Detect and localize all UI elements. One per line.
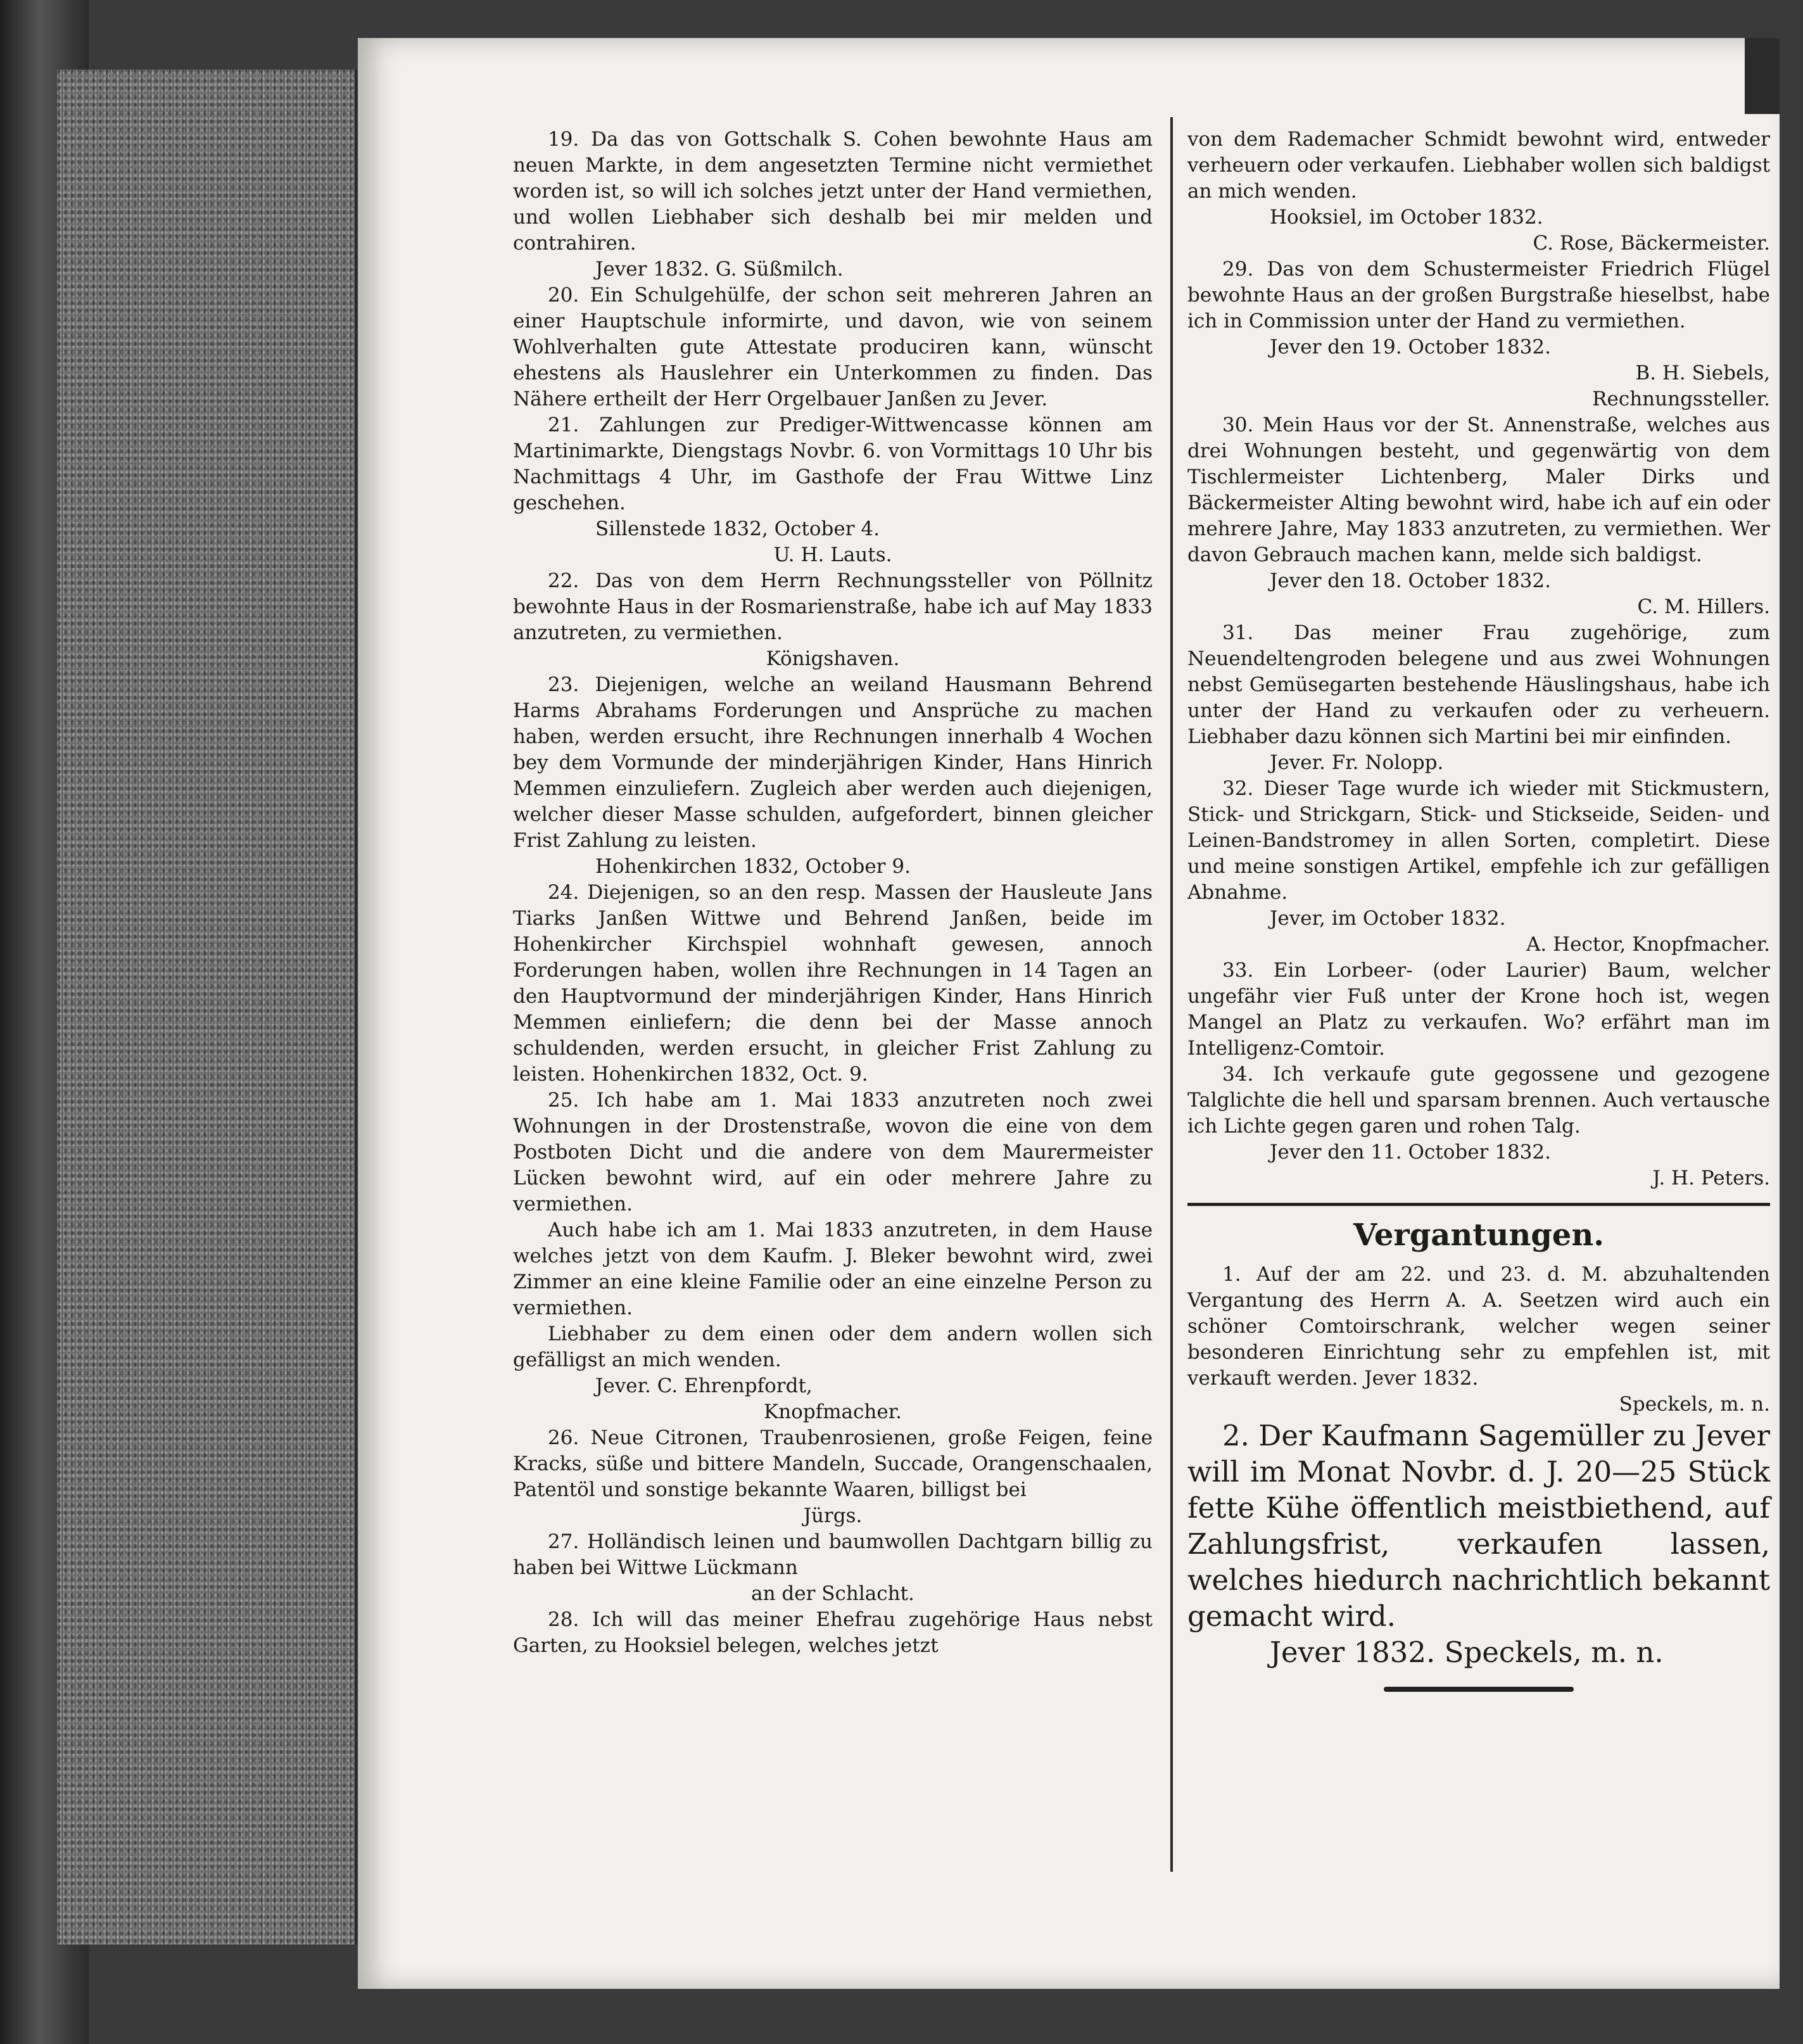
closing-ornament: [1384, 1687, 1574, 1692]
notice-24: 24. Diejenigen, so an den resp. Massen der Hausleute Jans Tiarks Janßen Wittwe und Behrend Janßen, beide im Hohenkircher Kirchspiel wohnhaft gewesen, annoch Forderungen haben, wollen ihre Rechnungen in 14 Tagen an den Hauptvormund der minderjährigen Kinder, Hans Hinrich Memmen einliefern; die denn bei der Masse annoch schuldenden, werden ersucht, in gleicher Frist Zahlung zu leisten. Hohenkirchen 1832, Oct. 9.: [513, 881, 1153, 1086]
notice-32-signature: A. Hector, Knopfmacher.: [1526, 933, 1770, 956]
notice-31-signature: Jever. Fr. Nolopp.: [1270, 751, 1444, 774]
notice-29-signature-title: Rechnungssteller.: [1592, 388, 1770, 410]
notice-19: 19. Da das von Gottschalk S. Cohen bewohnte Haus am neuen Markte, in dem angesetzten Termine nicht vermiethet worden ist, so will ich solches jetzt unter der Hand vermiethen, und wollen Liebhaber sich deshalb bei mir melden und contrahiren.: [513, 128, 1153, 255]
page-corner-shadow: [1745, 38, 1780, 114]
notice-25: 25. Ich habe am 1. Mai 1833 anzutreten noch zwei Wohnungen in der Drostenstraße, wovon die eine von dem Postboten Dicht und die andere von dem Maurermeister Lücken bewohnt wird, auf ein oder mehrere Jahre zu vermiethen.: [513, 1089, 1153, 1216]
notice-20: 20. Ein Schulgehülfe, der schon seit mehreren Jahren an einer Hauptschule informirte, und davon, wie von seinem Wohlverhalten gute Attestate produciren kann, wünscht ehestens als Hauslehrer ein Unterkommen zu finden. Das Nähere ertheilt der Herr Orgelbauer Janßen zu Jever.: [513, 284, 1153, 410]
auction-2-signature: Jever 1832. Speckels, m. n.: [1270, 1635, 1664, 1669]
notice-28-signature: C. Rose, Bäckermeister.: [1533, 232, 1770, 255]
notice-29-location: Jever den 19. October 1832.: [1270, 336, 1551, 359]
notice-22: 22. Das von dem Herrn Rechnungssteller von Pöllnitz bewohnte Haus in der Rosmarienstraße, habe ich auf May 1833 anzutreten, zu vermiethen.: [513, 569, 1153, 644]
notice-25-signature: Jever. C. Ehrenpfordt,: [595, 1374, 813, 1397]
section-rule: [1187, 1203, 1770, 1206]
notice-29: 29. Das von dem Schustermeister Friedrich Flügel bewohnte Haus an der großen Burgstraße hieselbst, habe ich in Commission unter der Hand zu vermiethen.: [1187, 258, 1770, 333]
notice-23-location: Hohenkirchen 1832, October 9.: [595, 855, 911, 878]
notice-34-location: Jever den 11. October 1832.: [1270, 1141, 1551, 1164]
notice-21-signature: U. H. Lauts.: [773, 543, 892, 566]
notice-33: 33. Ein Lorbeer- (oder Laurier) Baum, welcher ungefähr vier Fuß unter der Krone hoch ist, wegen Mangel an Platz zu verkaufen. Wo? erfährt man im Intelligenz-Comtoir.: [1187, 959, 1770, 1060]
notice-30-location: Jever den 18. October 1832.: [1270, 569, 1551, 592]
notice-29-signature: B. H. Siebels,: [1635, 362, 1770, 384]
notice-30: 30. Mein Haus vor der St. Annenstraße, welches aus drei Wohnungen besteht, und gegenwärtig von dem Tischlermeister Lichtenberg, Maler Dirks und Bäckermeister Alting bewohnt wird, habe ich auf ein oder mehrere Jahre, May 1833 anzutreten, zu vermiethen. Wer davon Gebrauch machen kann, melde sich baldigst.: [1187, 414, 1770, 566]
notice-25-addendum: Auch habe ich am 1. Mai 1833 anzutreten, in dem Hause welches jetzt von dem Kaufm. J. Bleker bewohnt wird, zwei Zimmer an eine kleine Familie oder an eine einzelne Person zu vermiethen.: [513, 1219, 1153, 1319]
notice-23: 23. Diejenigen, welche an weiland Hausmann Behrend Harms Abrahams Forderungen und Ansprüche zu machen haben, werden ersucht, ihre Rechnungen innerhalb 4 Wochen bey dem Vormunde der minderjährigen Kinder, Hans Hinrich Memmen einzuliefern. Zugleich aber werden auch diejenigen, welcher dieser Masse schulden, aufgefordert, binnen gleicher Frist Zahlung zu leisten.: [513, 673, 1153, 852]
notice-28: 28. Ich will das meiner Ehefrau zugehörige Haus nebst Garten, zu Hooksiel belegen, welches jetzt: [513, 1608, 1153, 1657]
notice-27: 27. Holländisch leinen und baumwollen Dachtgarn billig zu haben bei Wittwe Lückmann: [513, 1530, 1153, 1579]
auction-1: 1. Auf der am 22. und 23. d. M. abzuhaltenden Vergantung des Herrn A. A. Seetzen wird auch ein schöner Comtoirschrank, welcher wegen seiner besonderen Einrichtung sehr zu empfehlen ist, mit verkauft werden. Jever 1832.: [1187, 1263, 1770, 1390]
notice-28-location: Hooksiel, im October 1832.: [1270, 206, 1543, 229]
notice-34-signature: J. H. Peters.: [1652, 1167, 1770, 1190]
notice-25-closing: Liebhaber zu dem einen oder dem andern wollen sich gefälligst an mich wenden.: [513, 1323, 1153, 1371]
notice-30-signature: C. M. Hillers.: [1637, 595, 1770, 618]
notice-28-continued: von dem Rademacher Schmidt bewohnt wird, entweder verheuern oder verkaufen. Liebhaber wollen sich baldigst an mich wenden.: [1187, 128, 1770, 203]
right-column: [1187, 127, 1770, 1692]
column-divider: [1170, 117, 1173, 1872]
left-column: [513, 127, 1153, 1659]
auction-1-signature: Speckels, m. n.: [1619, 1393, 1770, 1416]
page-block-edge: [57, 70, 358, 1945]
notice-22-signature: Königshaven.: [766, 647, 900, 670]
notice-21: 21. Zahlungen zur Prediger-Wittwencasse können am Martinimarkte, Diengstags Novbr. 6. von Vormittags 10 Uhr bis Nachmittags 4 Uhr, im Gasthofe der Frau Wittwe Linz geschehen.: [513, 414, 1153, 514]
notice-26: 26. Neue Citronen, Traubenrosienen, große Feigen, feine Kracks, süße und bittere Mandeln, Succade, Orangenschaalen, Patentöl und sonstige bekannte Waaren, billigst bei: [513, 1426, 1153, 1501]
notice-26-signature: Jürgs.: [803, 1504, 863, 1527]
notice-32-location: Jever, im October 1832.: [1270, 907, 1506, 930]
auction-2: 2. Der Kaufmann Sagemüller zu Jever will im Monat Novbr. d. J. 20—25 Stück fette Kühe öffentlich meistbiethend, auf Zahlungsfrist, verkaufen lassen, welches hiedurch nachrichtlich bekannt gemacht wird.: [1187, 1419, 1770, 1633]
notice-27-signature: an der Schlacht.: [751, 1582, 914, 1605]
notice-25-signature-title: Knopfmacher.: [764, 1400, 902, 1423]
section-heading: Vergantungen.: [1353, 1217, 1604, 1253]
notice-31: 31. Das meiner Frau zugehörige, zum Neuendeltengroden belegene und aus zwei Wohnungen nebst Gemüsegarten bestehende Häuslingshaus, habe ich unter der Hand zu verkaufen oder zu verheuern. Liebhaber dazu können sich Martini bei mir einfinden.: [1187, 621, 1770, 748]
notice-19-signature: Jever 1832. G. Süßmilch.: [595, 258, 844, 281]
notice-34: 34. Ich verkaufe gute gegossene und gezogene Talglichte die hell und sparsam brennen. Auch vertausche ich Lichte gegen garen und rohen Talg.: [1187, 1063, 1770, 1138]
notice-32: 32. Dieser Tage wurde ich wieder mit Stickmustern, Stick- und Strickgarn, Stick- und Stickseide, Seiden- und Leinen-Bandstromey in allen Sorten, completirt. Diese und meine sonstigen Artikel, empfehle ich zur gefälligen Abnahme.: [1187, 777, 1770, 904]
notice-21-location: Sillenstede 1832, October 4.: [595, 517, 880, 540]
